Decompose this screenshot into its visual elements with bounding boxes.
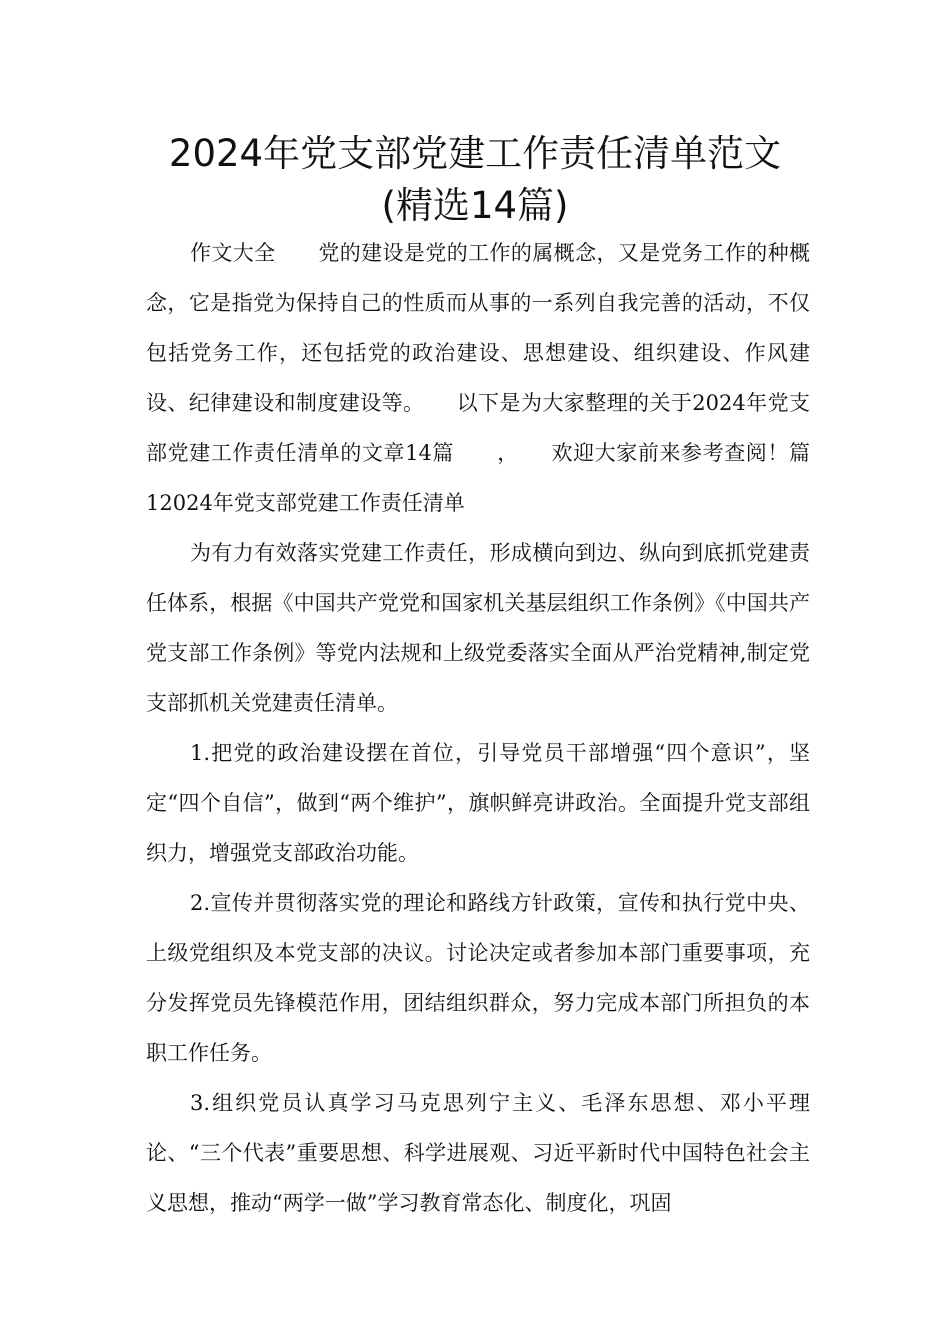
paragraph-item-3: 3.组织党员认真学习马克思列宁主义、毛泽东思想、邓小平理论、“三个代表”重要思想、科学进展观、习近平新时代中国特色社会主义思想，推动“两学一做”学习教育常态化、制度化，巩固 bbox=[146, 1091, 810, 1215]
paragraph-intro: 作文大全 党的建设是党的工作的属概念，又是党务工作的种概念，它是指党为保持自己的性质而从事的一系列自我完善的活动，不仅包括党务工作，还包括党的政治建设、思想建设、组织建设、作风建设、纪律建设和制度建设等。 以下是为大家整理的关于2024年党支部党建工作责任清单的文章14篇 ， 欢迎大家前来参考查阅！篇12024年党支部党建工作责任清单 bbox=[146, 241, 810, 515]
document-body bbox=[146, 228, 810, 1228]
paragraph-item-1: 1.把党的政治建设摆在首位，引导党员干部增强“四个意识”，坚定“四个自信”，做到“两个维护”，旗帜鲜亮讲政治。全面提升党支部组织力，增强党支部政治功能。 bbox=[146, 741, 810, 865]
document-title-line2: (精选14篇) bbox=[381, 184, 569, 227]
document-title-line1: 2024年党支部党建工作责任清单范文 bbox=[168, 132, 782, 175]
paragraph-item-2: 2.宣传并贯彻落实党的理论和路线方针政策，宣传和执行党中央、上级党组织及本党支部的决议。讨论决定或者参加本部门重要事项，充分发挥党员先锋模范作用，团结组织群众，努力完成本部门所担负的本职工作任务。 bbox=[146, 891, 810, 1065]
paragraph-purpose: 为有力有效落实党建工作责任，形成横向到边、纵向到底抓党建责任体系，根据《中国共产党党和国家机关基层组织工作条例》《中国共产党支部工作条例》等党内法规和上级党委落实全面从严治党精神,制定党支部抓机关党建责任清单。 bbox=[146, 541, 810, 715]
